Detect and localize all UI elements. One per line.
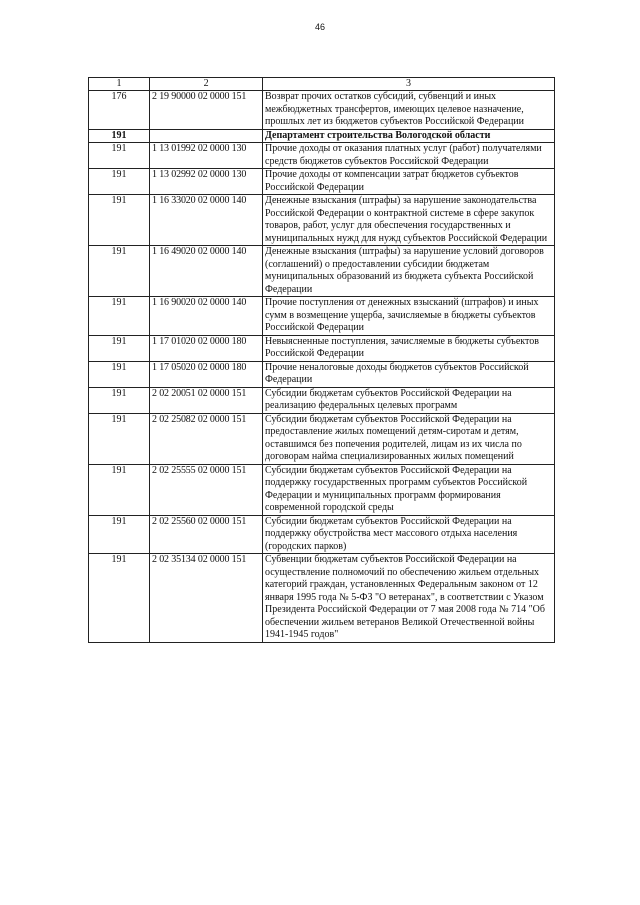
revenue-name-cell: Денежные взыскания (штрафы) за нарушение условий договоров (соглашений) о предоставлении субсидии бюджетам муниципальных образований из бюджета субъекта Российской Федерации <box>263 246 555 297</box>
header-col-2: 2 <box>150 78 263 91</box>
budget-code-cell: 2 02 25082 02 0000 151 <box>150 413 263 464</box>
budget-code-cell: 1 16 49020 02 0000 140 <box>150 246 263 297</box>
revenue-name-cell: Департамент строительства Вологодской области <box>263 129 555 143</box>
admin-code-cell: 191 <box>89 143 150 169</box>
admin-code-cell: 191 <box>89 554 150 643</box>
table-row <box>89 464 555 515</box>
table-row <box>89 91 555 130</box>
revenue-codes-table <box>88 77 555 643</box>
table-row <box>89 297 555 336</box>
table-header-row <box>89 78 555 91</box>
revenue-name-cell: Возврат прочих остатков субсидий, субвенций и иных межбюджетных трансфертов, имеющих целевое назначение, прошлых лет из бюджетов субъектов Российской Федерации <box>263 91 555 130</box>
revenue-name-cell: Субсидии бюджетам субъектов Российской Федерации на реализацию федеральных целевых программ <box>263 387 555 413</box>
admin-code-cell: 191 <box>89 246 150 297</box>
budget-code-cell: 1 13 02992 02 0000 130 <box>150 169 263 195</box>
table-row <box>89 554 555 643</box>
budget-code-cell: 2 02 35134 02 0000 151 <box>150 554 263 643</box>
admin-code-cell: 191 <box>89 387 150 413</box>
budget-code-cell: 2 02 25560 02 0000 151 <box>150 515 263 554</box>
table-row <box>89 515 555 554</box>
header-col-3: 3 <box>263 78 555 91</box>
admin-code-cell: 191 <box>89 361 150 387</box>
admin-code-cell: 176 <box>89 91 150 130</box>
admin-code-cell: 191 <box>89 335 150 361</box>
budget-code-cell: 1 16 90020 02 0000 140 <box>150 297 263 336</box>
revenue-name-cell: Субвенции бюджетам субъектов Российской Федерации на осуществление полномочий по обеспечению жильем отдельных категорий граждан, установленных Федеральным законом от 12 января 1995 года № 5-ФЗ "О ветеранах", в соответствии с Указом Президента Российской Федерации от 7 мая 2008 года № 714 "Об обеспечении жильем ветеранов Великой Отечественной войны 1941-1945 годов" <box>263 554 555 643</box>
revenue-name-cell: Прочие доходы от оказания платных услуг (работ) получателями средств бюджетов субъектов Российской Федерации <box>263 143 555 169</box>
table-row <box>89 335 555 361</box>
budget-code-cell: 2 02 20051 02 0000 151 <box>150 387 263 413</box>
admin-code-cell: 191 <box>89 129 150 143</box>
admin-code-cell: 191 <box>89 413 150 464</box>
budget-code-cell: 2 19 90000 02 0000 151 <box>150 91 263 130</box>
table-row <box>89 246 555 297</box>
table-section-row <box>89 129 555 143</box>
budget-code-cell: 1 17 01020 02 0000 180 <box>150 335 263 361</box>
admin-code-cell: 191 <box>89 464 150 515</box>
revenue-name-cell: Невыясненные поступления, зачисляемые в бюджеты субъектов Российской Федерации <box>263 335 555 361</box>
admin-code-cell: 191 <box>89 297 150 336</box>
table-row <box>89 195 555 246</box>
revenue-name-cell: Субсидии бюджетам субъектов Российской Федерации на поддержку обустройства мест массового отдыха населения (городских парков) <box>263 515 555 554</box>
page-number: 46 <box>314 22 325 32</box>
budget-code-cell: 1 17 05020 02 0000 180 <box>150 361 263 387</box>
budget-code-cell: 1 13 01992 02 0000 130 <box>150 143 263 169</box>
revenue-name-cell: Субсидии бюджетам субъектов Российской Федерации на поддержку государственных программ субъектов Российской Федерации и муниципальных программ формирования современной городской среды <box>263 464 555 515</box>
header-col-1: 1 <box>89 78 150 91</box>
revenue-name-cell: Прочие доходы от компенсации затрат бюджетов субъектов Российской Федерации <box>263 169 555 195</box>
admin-code-cell: 191 <box>89 515 150 554</box>
budget-code-cell: 2 02 25555 02 0000 151 <box>150 464 263 515</box>
revenue-name-cell: Прочие поступления от денежных взысканий (штрафов) и иных сумм в возмещение ущерба, зачисляемые в бюджеты субъектов Российской Федерации <box>263 297 555 336</box>
revenue-name-cell: Денежные взыскания (штрафы) за нарушение законодательства Российской Федерации о контрактной системе в сфере закупок товаров, работ, услуг для обеспечения государственных и муниципальных нужд для нужд субъектов Российской Федерации <box>263 195 555 246</box>
revenue-name-cell: Прочие неналоговые доходы бюджетов субъектов Российской Федерации <box>263 361 555 387</box>
budget-code-cell <box>150 129 263 143</box>
table-row <box>89 413 555 464</box>
table-row <box>89 143 555 169</box>
table-row <box>89 169 555 195</box>
admin-code-cell: 191 <box>89 169 150 195</box>
budget-code-cell: 1 16 33020 02 0000 140 <box>150 195 263 246</box>
table-row <box>89 361 555 387</box>
table-row <box>89 387 555 413</box>
revenue-name-cell: Субсидии бюджетам субъектов Российской Федерации на предоставление жилых помещений детям-сиротам и детям, оставшимся без попечения родителей, лицам из их числа по договорам найма специализированных жилых помещений <box>263 413 555 464</box>
admin-code-cell: 191 <box>89 195 150 246</box>
